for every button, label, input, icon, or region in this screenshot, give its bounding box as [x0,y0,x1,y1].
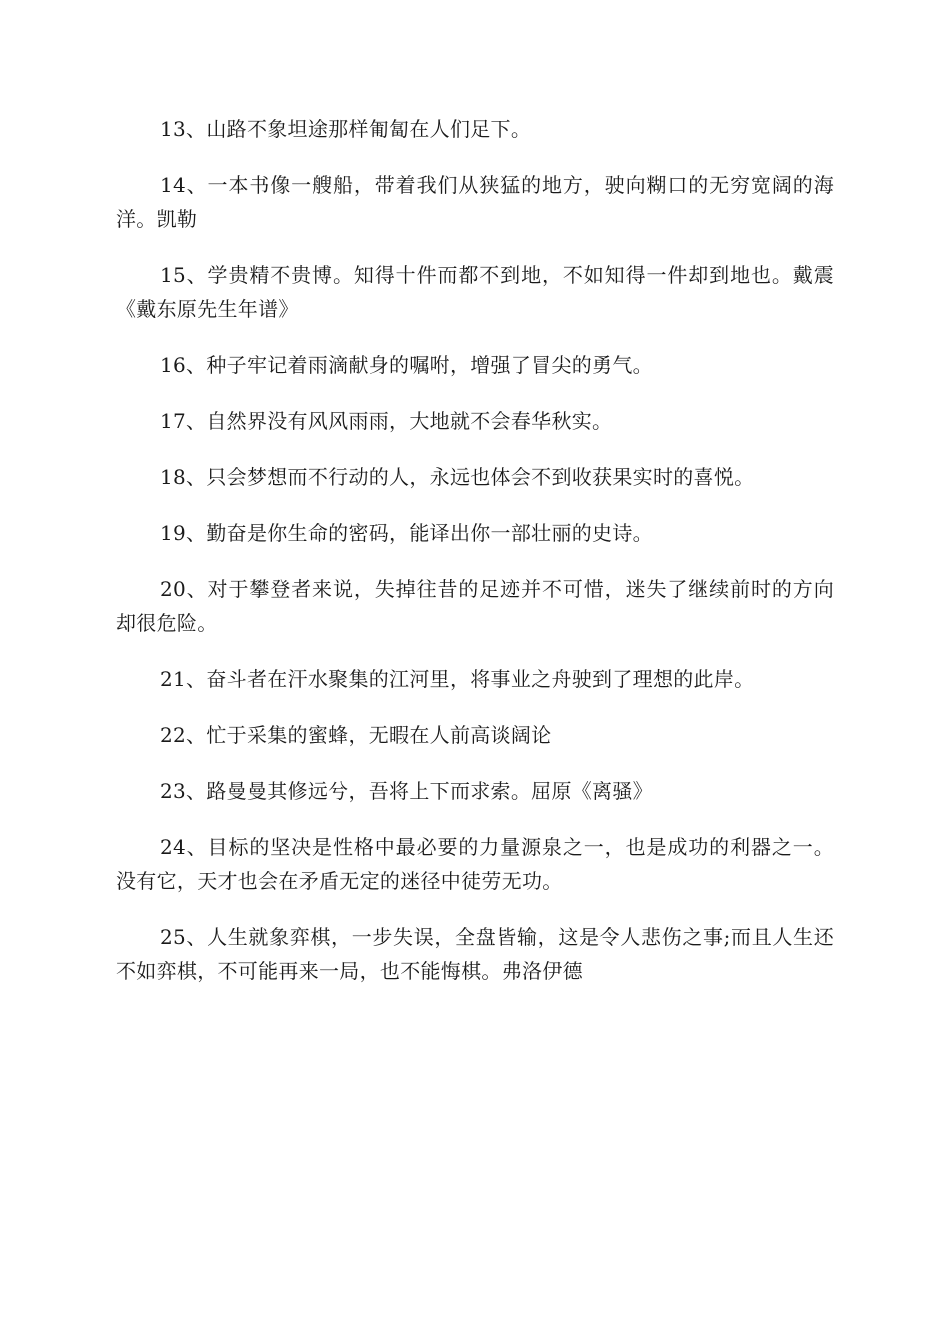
quote-paragraph-18: 18、只会梦想而不行动的人，永远也体会不到收获果实时的喜悦。 [160,465,755,489]
quote-paragraph-15: 15、学贵精不贵博。知得十件而都不到地，不如知得一件却到地也。戴震《戴东原先生年谱》 [116,263,834,321]
document-body [116,112,834,1010]
quote-paragraph-17: 17、自然界没有风风雨雨，大地就不会春华秋实。 [160,409,613,433]
quote-paragraph-19: 19、勤奋是你生命的密码，能译出你一部壮丽的史诗。 [160,521,653,545]
quote-paragraph-24: 24、目标的坚决是性格中最必要的力量源泉之一，也是成功的利器之一。没有它，天才也会在矛盾无定的迷径中徒劳无功。 [116,835,834,893]
quote-paragraph-14: 14、一本书像一艘船，带着我们从狭猛的地方，驶向糊口的无穷宽阔的海洋。凯勒 [116,173,834,231]
quote-paragraph-25: 25、人生就象弈棋，一步失误，全盘皆输，这是令人悲伤之事;而且人生还不如弈棋，不可能再来一局，也不能悔棋。弗洛伊德 [116,925,834,983]
quote-paragraph-16: 16、种子牢记着雨滴献身的嘱咐，增强了冒尖的勇气。 [160,353,653,377]
quote-paragraph-23: 23、路曼曼其修远兮，吾将上下而求索。屈原《离骚》 [160,779,653,803]
quote-paragraph-22: 22、忙于采集的蜜蜂，无暇在人前高谈阔论 [160,723,552,747]
quote-paragraph-20: 20、对于攀登者来说，失掉往昔的足迹并不可惜，迷失了继续前时的方向却很危险。 [116,577,834,635]
quote-paragraph-21: 21、奋斗者在汗水聚集的江河里，将事业之舟驶到了理想的此岸。 [160,667,755,691]
quote-paragraph-13: 13、山路不象坦途那样匍匐在人们足下。 [160,117,532,141]
